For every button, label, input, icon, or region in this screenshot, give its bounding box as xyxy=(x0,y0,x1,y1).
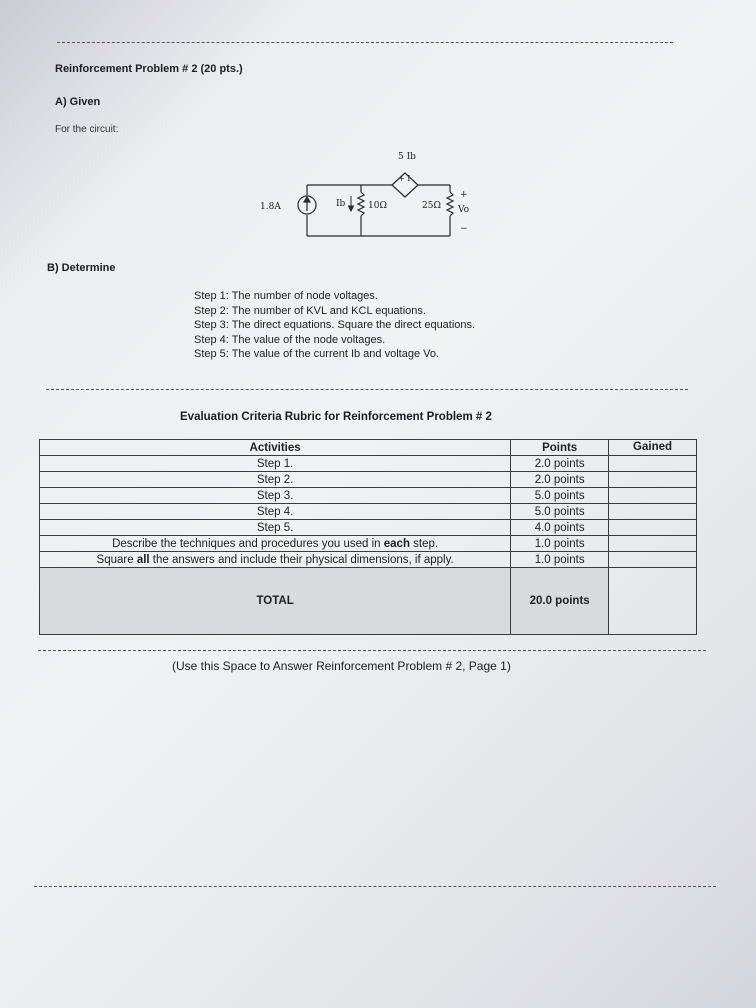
current-source-label: 1.8A xyxy=(260,202,281,212)
output-plus-sign: + xyxy=(460,190,468,200)
branch-current-label: Ib xyxy=(336,199,346,209)
activity-cell: Step 2. xyxy=(40,472,511,488)
rubric-title: Evaluation Criteria Rubric for Reinforcement Problem # 2 xyxy=(180,411,492,423)
resistor-10-label: 10Ω xyxy=(368,201,387,211)
rubric-table xyxy=(39,439,697,635)
circuit-intro: For the circuit: xyxy=(55,124,119,135)
output-voltage-label: Vo xyxy=(458,205,470,215)
step-item: Step 4: The value of the node voltages. xyxy=(194,333,386,346)
table-row xyxy=(40,488,697,504)
table-row xyxy=(40,472,697,488)
activity-text: step. xyxy=(409,537,439,550)
activity-text: the answers and include their physical dimensions, if apply. xyxy=(149,553,454,566)
activity-cell xyxy=(40,536,511,552)
activity-text: Square xyxy=(96,553,137,566)
step-item: Step 3: The direct equations. Square the direct equations. xyxy=(194,319,476,331)
table-row xyxy=(40,456,697,472)
problem-title: Reinforcement Problem # 2 (20 pts.) xyxy=(55,63,243,75)
output-minus-sign: − xyxy=(460,224,468,234)
table-row xyxy=(40,536,697,552)
gained-cell xyxy=(609,488,697,504)
activity-text: Describe the techniques and procedures you used in xyxy=(112,537,384,550)
step-item: Step 5: The value of the current Ib and voltage Vo. xyxy=(194,348,440,360)
top-separator xyxy=(57,42,673,43)
gained-cell xyxy=(609,456,697,472)
points-cell: 5.0 points xyxy=(511,504,609,520)
activity-emphasis: all xyxy=(136,553,150,566)
step-item: Step 2: The number of KVL and KCL equations. xyxy=(194,304,426,317)
activity-cell: Step 5. xyxy=(40,520,511,536)
activity-cell xyxy=(40,552,511,568)
total-gained-cell xyxy=(609,568,697,635)
points-cell: 1.0 points xyxy=(511,552,609,568)
total-points: 20.0 points xyxy=(511,568,609,635)
activity-emphasis: each xyxy=(383,537,410,550)
answer-top-separator xyxy=(38,650,706,651)
activity-cell: Step 1. xyxy=(40,456,511,472)
table-header-row xyxy=(40,440,697,456)
points-header: Points xyxy=(511,440,609,456)
dependent-source-label: 5 Ib xyxy=(398,152,416,162)
step-item: Step 1: The number of node voltages. xyxy=(194,290,378,302)
points-cell: 2.0 points xyxy=(511,456,609,472)
given-label: A) Given xyxy=(55,96,101,108)
activity-cell: Step 3. xyxy=(40,488,511,504)
bottom-separator xyxy=(34,886,716,887)
table-row xyxy=(40,504,697,520)
activities-header: Activities xyxy=(40,440,511,456)
points-cell: 2.0 points xyxy=(511,472,609,488)
gained-cell xyxy=(609,472,697,488)
table-row xyxy=(40,520,697,536)
middle-separator xyxy=(46,389,688,390)
resistor-25-label: 25Ω xyxy=(422,201,441,211)
answer-space-note: (Use this Space to Answer Reinforcement Problem # 2, Page 1) xyxy=(172,659,511,673)
activity-cell: Step 4. xyxy=(40,504,511,520)
points-cell: 1.0 points xyxy=(511,536,609,552)
ib-arrow xyxy=(349,196,354,211)
dependent-source-polarity: + I xyxy=(398,174,411,183)
circuit-diagram xyxy=(250,145,490,245)
gained-cell xyxy=(609,552,697,568)
steps-list xyxy=(194,289,475,362)
gained-cell xyxy=(609,536,697,552)
current-source-arrow xyxy=(304,197,310,211)
determine-label: B) Determine xyxy=(47,262,116,274)
points-cell: 4.0 points xyxy=(511,520,609,536)
gained-cell xyxy=(609,504,697,520)
gained-cell xyxy=(609,520,697,536)
total-row xyxy=(40,568,697,635)
table-row xyxy=(40,552,697,568)
points-cell: 5.0 points xyxy=(511,488,609,504)
total-label: TOTAL xyxy=(40,568,511,635)
gained-header: Gained xyxy=(609,440,697,456)
